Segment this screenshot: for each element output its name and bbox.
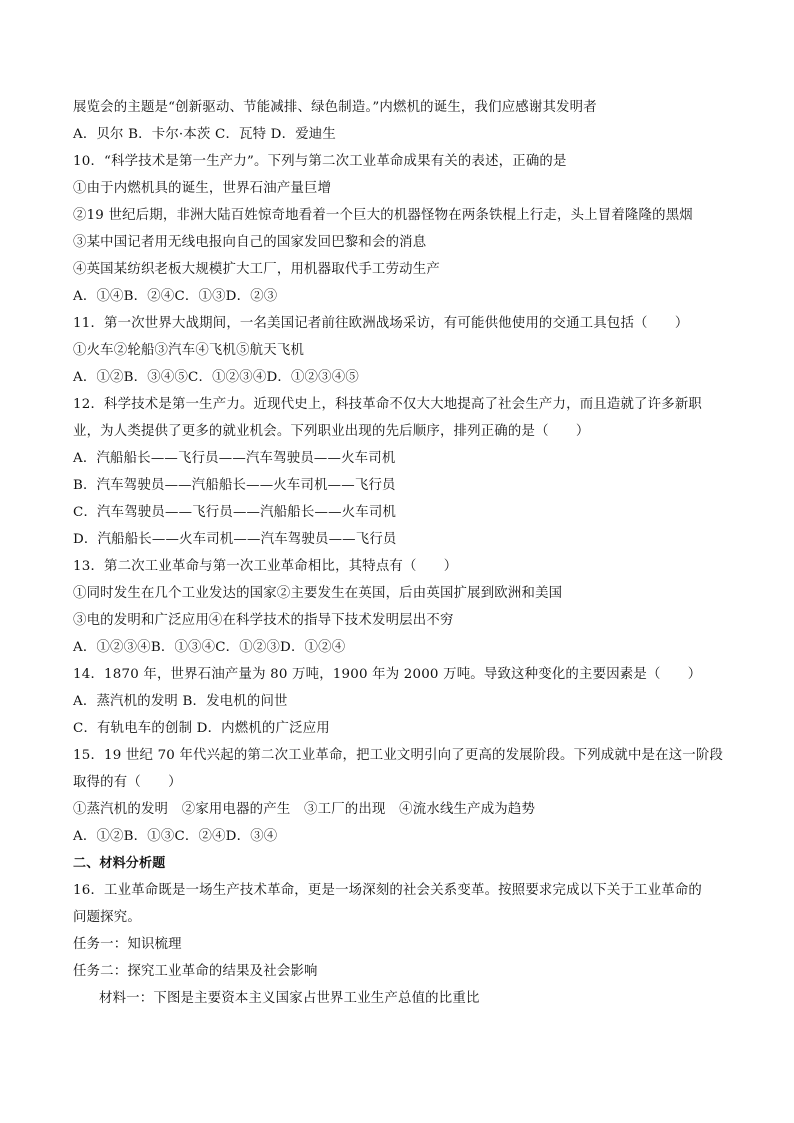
statement-1: ①由于内燃机具的诞生，世界石油产量巨增: [73, 181, 332, 196]
answer-options: A．蒸汽机的发明 B．发电机的问世: [73, 694, 288, 709]
question-10: 10．“科学技术是第一生产力”。下列与第二次工业革命成果有关的表述，正确的是: [73, 154, 567, 169]
question-13: 13．第二次工业革命与第一次工业革命相比，其特点有（ ）: [73, 559, 458, 574]
question-11: 11．第一次世界大战期间，一名美国记者前往欧洲战场采访，有可能供他使用的交通工具包括（ ）: [73, 316, 689, 331]
statement-list: ①同时发生在几个工业发达的国家②主要发生在英国，后由英国扩展到欧洲和美国: [73, 586, 563, 601]
statement-list: ③电的发明和广泛应用④在科学技术的指导下技术发明层出不穷: [73, 613, 454, 628]
text-line: 展览会的主题是“创新驱动、节能减排、绿色制造。”内燃机的诞生，我们应感谢其发明者: [73, 100, 597, 115]
option-b: B．汽车驾驶员——汽船船长——火车司机——飞行员: [73, 478, 396, 493]
answer-options: A．贝尔 B．卡尔·本茨 C．瓦特 D．爱迪生: [73, 127, 336, 142]
option-d: D．汽船船长——火车司机——汽车驾驶员——飞行员: [73, 532, 397, 547]
question-14: 14．1870 年，世界石油产量为 80 万吨，1900 年为 2000 万吨。导致这种变化的主要因素是（ ）: [73, 667, 702, 682]
question-15-continued: 取得的有（ ）: [73, 775, 182, 790]
section-heading: 二、材料分析题: [73, 856, 166, 871]
statement-4: ④英国某纺织老板大规模扩大工厂，用机器取代手工劳动生产: [73, 262, 440, 277]
answer-options: A．①②B．③④⑤C．①②③④D．①②③④⑤: [73, 370, 359, 385]
statement-list: ①火车②轮船③汽车④飞机⑤航天飞机: [73, 343, 305, 358]
question-16: 16．工业革命既是一场生产技术革命，更是一场深刻的社会关系变革。按照要求完成以下关于工业革命的: [73, 883, 703, 898]
answer-options: A．①②B．①③C．②④D．③④: [73, 829, 278, 844]
answer-options: A．①④B．②④C．①③D．②③: [73, 289, 278, 304]
task-1: 任务一：知识梳理: [73, 937, 182, 952]
statement-list: ①蒸汽机的发明 ②家用电器的产生 ③工厂的出现 ④流水线生产成为趋势: [73, 802, 536, 817]
task-2: 任务二：探究工业革命的结果及社会影响: [73, 964, 318, 979]
question-12: 12．科学技术是第一生产力。近现代史上，科技革命不仅大大地提高了社会生产力，而且造就了许多新职: [73, 397, 703, 412]
material-1: 材料一：下图是主要资本主义国家占世界工业生产总值的比重比: [99, 991, 480, 1006]
question-16-continued: 问题探究。: [73, 910, 141, 925]
statement-3: ③某中国记者用无线电报向自己的国家发回巴黎和会的消息: [73, 235, 427, 250]
question-12-continued: 业，为人类提供了更多的就业机会。下列职业出现的先后顺序，排列正确的是（ ）: [73, 424, 590, 439]
question-15: 15．19 世纪 70 年代兴起的第二次工业革命，把工业文明引向了更高的发展阶段。下列成就中是在这一阶段: [73, 748, 724, 763]
option-a: A．汽船船长——飞行员——汽车驾驶员——火车司机: [73, 451, 396, 466]
answer-options: C．有轨电车的创制 D．内燃机的广泛应用: [73, 721, 330, 736]
document-page: [73, 94, 733, 1012]
statement-2: ②19 世纪后期，非洲大陆百姓惊奇地看着一个巨大的机器怪物在两条铁棍上行走，头上冒着隆隆的黑烟: [73, 208, 693, 223]
answer-options: A．①②③④B．①③④C．①②③D．①②④: [73, 640, 346, 655]
option-c: C．汽车驾驶员——飞行员——汽船船长——火车司机: [73, 505, 397, 520]
